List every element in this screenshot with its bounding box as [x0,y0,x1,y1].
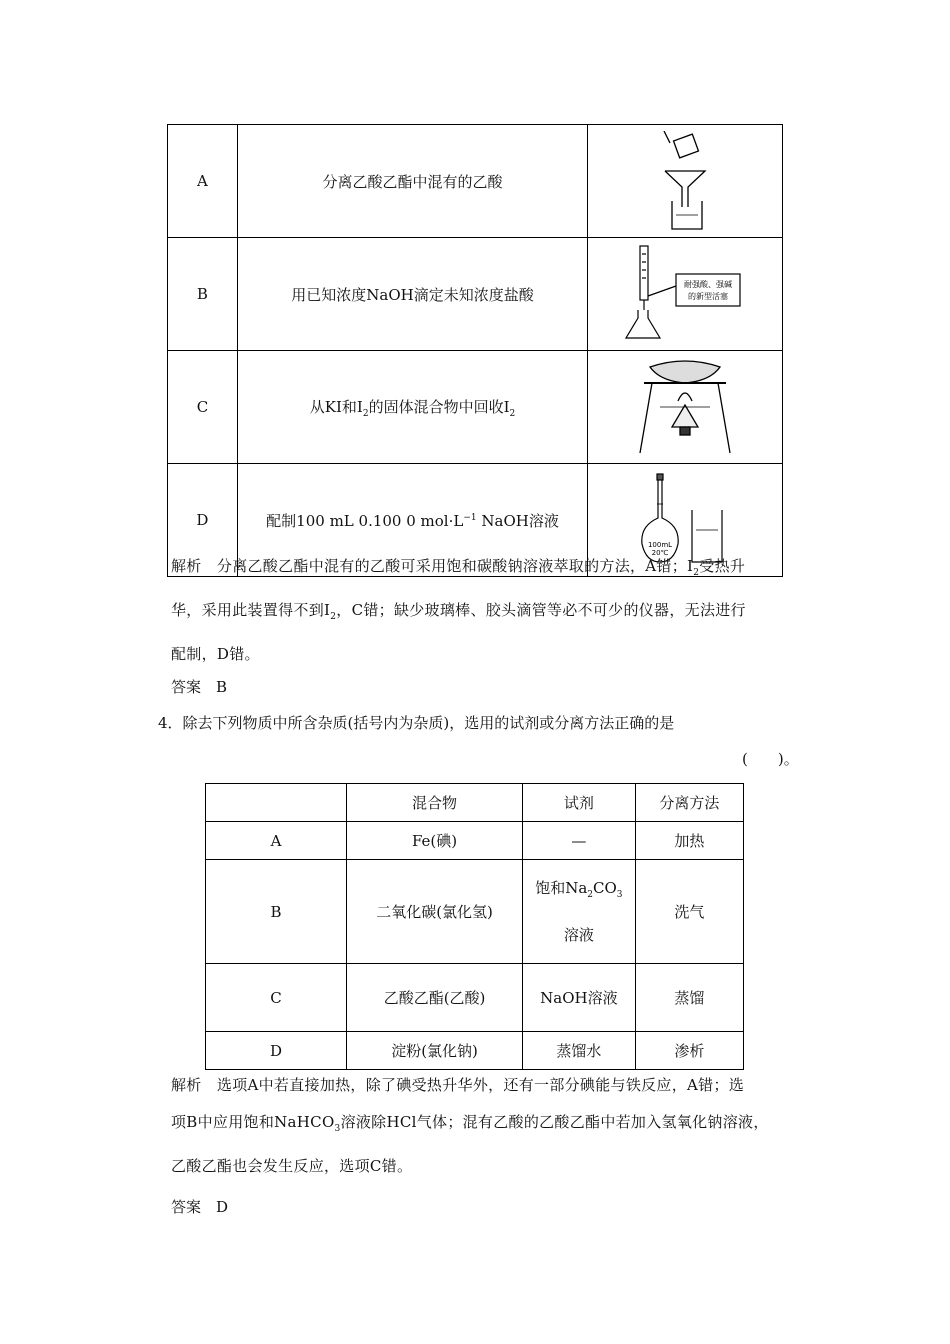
table-row [168,351,783,464]
header-cell: 混合物 [347,784,523,822]
option-label: A [168,125,238,238]
header-cell: 分离方法 [635,784,743,822]
evaporating-dish-tripod-icon [588,351,783,464]
figure-caption: 耐强酸、强碱 [684,280,733,289]
table-cell: 二氧化碳(氯化氢) [347,860,523,964]
table-cell: 加热 [635,822,743,860]
table-cell: NaOH溶液 [523,964,636,1032]
table-row [206,1032,744,1070]
table-row [168,238,783,351]
explanation-line: 项B中应用饱和NaHCO$_3$溶液除HCl气体；混有乙酸的乙酸乙酯中若加入氢氧化钠溶液， [171,1113,769,1134]
figure-caption: 100mL [648,541,673,549]
option-text: 从KI和$I_2$的固体混合物中回收$I_2$ [237,351,587,464]
table-cell: — [523,822,636,860]
table-cell: C [206,964,347,1032]
funnel-pouring-icon [588,125,783,238]
table-row [206,822,744,860]
header-cell: 试剂 [523,784,636,822]
explanation-line: 配制，D错。 [171,645,260,663]
table-cell: 蒸馏水 [523,1032,636,1070]
explanation-line: 华，采用此装置得不到$I_2$，C错；缺少玻璃棒、胶头滴管等必不可少的仪器，无法进行 [171,601,746,622]
options-table [167,124,783,577]
option-label: B [168,238,238,351]
option-text: 配制100 mL 0.100 0 $mol\cdot L^{-1}$ NaOH溶液 [237,464,587,577]
option-label: D [168,464,238,577]
table-row [206,964,744,1032]
explanation-line: 解析 分离乙酸乙酯中混有的乙酸可采用饱和碳酸钠溶液萃取的方法，A错；$I_2$受热升 [171,557,746,578]
table-cell: Fe(碘) [347,822,523,860]
table-cell: A [206,822,347,860]
table-cell: 蒸馏 [635,964,743,1032]
table-cell: 乙酸乙酯(乙酸) [347,964,523,1032]
table-row [206,860,744,964]
explanation-line: 解析 选项A中若直接加热，除了碘受热升华外，还有一部分碘能与铁反应，A错；选 [171,1076,745,1094]
burette-titration-icon [588,238,783,351]
option-label: C [168,351,238,464]
figure-caption: 的新型活塞 [688,292,729,301]
table-cell: 淀粉(氯化钠) [347,1032,523,1070]
explanation-1 [171,548,811,673]
header-cell [206,784,347,822]
impurity-table [205,783,744,1070]
option-text: 用已知浓度NaOH滴定未知浓度盐酸 [237,238,587,351]
table-header-row [206,784,744,822]
explanation-2 [171,1067,811,1185]
table-row [168,125,783,238]
option-text: 分离乙酸乙酯中混有的乙酸 [237,125,587,238]
question-4-stem: 4．除去下列物质中所含杂质(括号内为杂质)，选用的试剂或分离方法正确的是 [158,714,675,732]
table-cell: B [206,860,347,964]
answer-bracket: ( )。 [742,750,799,768]
table-cell: 洗气 [635,860,743,964]
figure-caption: 20℃ [651,549,669,557]
table-cell: 饱和$Na_2CO_3$ 溶液 [523,860,636,964]
table-cell: 渗析 [635,1032,743,1070]
answer-1: 答案 B [171,678,228,696]
explanation-line: 乙酸乙酯也会发生反应，选项C错。 [171,1157,413,1175]
table-cell: D [206,1032,347,1070]
answer-2: 答案 D [171,1198,229,1216]
